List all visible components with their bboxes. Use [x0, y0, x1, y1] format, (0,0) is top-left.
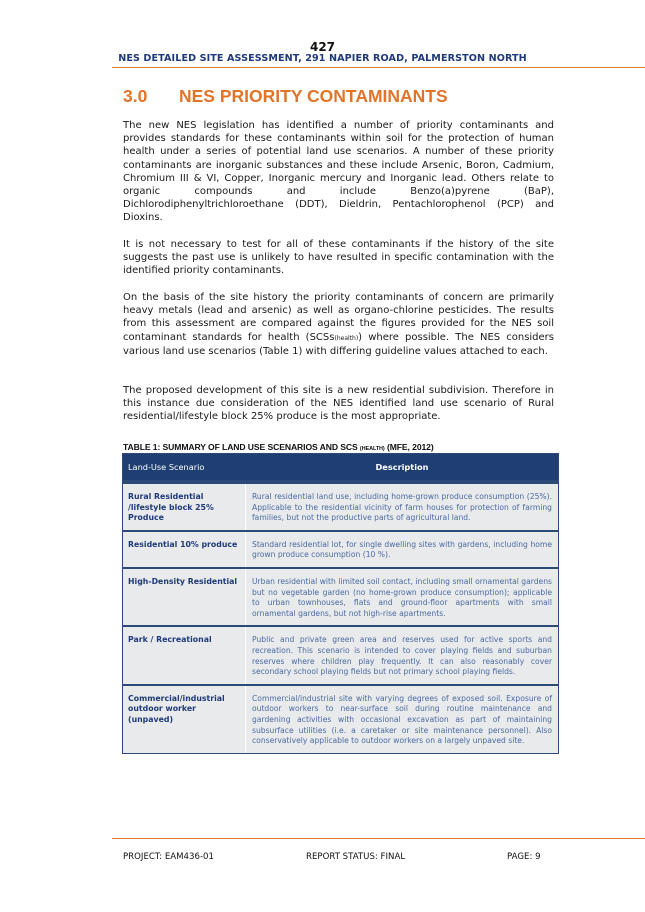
caption-text: (MFE, 2012) [384, 442, 434, 452]
table-row [123, 567, 558, 625]
paragraph-proposed-development: The proposed development of this site is a new residential subdivision. Therefore in this instance due consideration of the NES identified land use scenario of Rural residential/lifestyle block 25% produce is the most appropriate. [123, 385, 554, 423]
table-row [123, 684, 558, 753]
scenario-cell: Residential 10% produce [123, 532, 246, 567]
scenario-cell: Commercial/industrial outdoor worker (unpaved) [123, 686, 246, 753]
header-land-use-scenario: Land-Use Scenario [128, 462, 205, 472]
scenario-cell: High-Density Residential [123, 569, 246, 625]
header-divider [112, 67, 645, 68]
footer-project: PROJECT: EAM436-01 [123, 852, 214, 862]
paragraph-contaminants-of-concern [123, 291, 554, 358]
footer-divider [112, 838, 645, 839]
paragraph-priority-contaminants: The new NES legislation has identified a number of priority contaminants and provides standards for these contaminants within soil for the protection of human health under a series of potential land use scenarios. A number of these priority contaminants are inorganic substances and these include Arsenic, Boron, Cadmium, Chromium III & VI, Copper, Inorganic mercury and Inorganic lead. Others relate to organic compounds and include Benzo(a)pyrene (BaP), Dichlorodiphenyltrichloroethane (DDT), Dieldrin, Pentachlorophenol (PCP) and Dioxins. [123, 120, 554, 224]
description-cell: Standard residential lot, for single dwelling sites with gardens, including home grown produce consumption (10 %). [252, 539, 552, 560]
section-title: NES PRIORITY CONTAMINANTS [179, 86, 448, 106]
caption-subscript: (HEALTH) [359, 446, 385, 452]
header-description: Description [375, 462, 429, 472]
table-row [123, 625, 558, 683]
header-title: NES DETAILED SITE ASSESSMENT, 291 NAPIER ROAD, PALMERSTON NORTH [118, 53, 527, 64]
footer-page-number: PAGE: 9 [507, 852, 541, 862]
paragraph-text: On the basis of the site history the priority contaminants of concern are primarily heavy metals (lead and arsenic) as well as organo-chlorine pesticides. The results from this assessment are compared against the figures provided for the NES soil contaminant standards for health (SCSs [123, 292, 554, 343]
paragraph-subscript: (health) [334, 334, 359, 342]
land-use-table [122, 453, 559, 754]
table-row [123, 530, 558, 567]
footer-report-status: REPORT STATUS: FINAL [306, 852, 406, 862]
description-cell: Rural residential land use, including home-grown produce consumption (25%). Applicable to the residential vicinity of farm houses for protection of farming families, but not the productive parts of agricultural land. [252, 492, 552, 523]
section-number: 3.0 [123, 86, 148, 106]
scenario-cell: Rural Residential /lifestyle block 25% Produce [123, 484, 246, 530]
table-caption [123, 442, 434, 452]
description-cell: Commercial/industrial site with varying degrees of exposed soil. Exposure of outdoor workers to near-surface soil during routine maintenance and gardening activities with occasional excavation as part of maintaining subsurface utilities (i.e. a caretaker or site maintenance personnel). Also conservatively applicable to outdoor workers on a largely unpaved site. [252, 693, 552, 746]
table-header [123, 454, 558, 482]
caption-text: TABLE 1: SUMMARY OF LAND USE SCENARIOS AND SCS [123, 442, 360, 452]
description-cell: Public and private green area and reserves used for active sports and recreation. This scenario is intended to cover playing fields and suburban reserves where children play frequently. It can also reasonably cover secondary school playing fields but not primary school playing fields. [252, 635, 552, 677]
table-row [123, 482, 558, 530]
description-cell: Urban residential with limited soil contact, including small ornamental gardens but no vegetable garden (no home-grown produce consumption); applicable to urban townhouses, flats and ground-floor apartments with small ornamental gardens, but not high-rise apartments. [252, 576, 552, 618]
paragraph-testing-scope: It is not necessary to test for all of these contaminants if the history of the site suggests the past use is unlikely to have resulted in specific contamination with the identified priority contaminants. [123, 239, 554, 277]
section-heading [123, 86, 448, 107]
paragraph-text: ) where possible. The NES considers various land use scenarios (Table 1) with differing guideline values attached to each. [123, 331, 554, 357]
scenario-cell: Park / Recreational [123, 627, 246, 683]
page-number: 427 [309, 40, 336, 54]
